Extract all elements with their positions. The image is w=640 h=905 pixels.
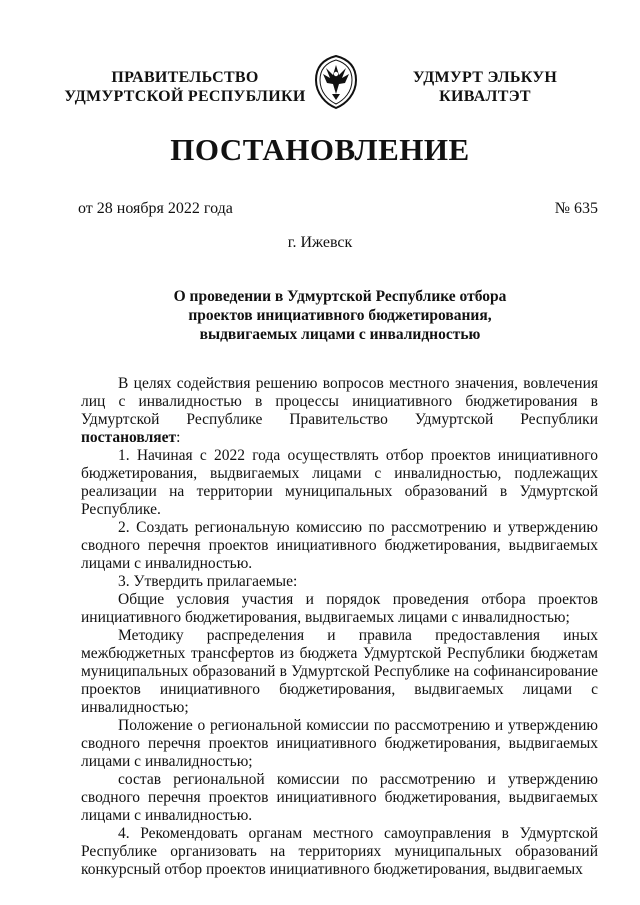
document-number: № 635 <box>554 200 598 217</box>
body-paragraph-intro <box>81 375 598 447</box>
document-body <box>81 375 598 879</box>
body-paragraph-1: 1. Начиная с 2022 года осуществлять отбор проектов инициативного бюджетирования, выдвигаемых лицами с инвалидностью, подлежащих реализации на территории муниципальных образований в Удмуртской Республике. <box>81 447 598 518</box>
org-name-russian <box>60 68 310 106</box>
title-line: О проведении в Удмуртской Республике отбора <box>173 288 507 305</box>
body-paragraph-3: 3. Утвердить прилагаемые: <box>118 573 298 590</box>
document-type-heading: ПОСТАНОВЛЕНИЕ <box>170 132 470 167</box>
org-name-line: УДМУРТ ЭЛЬКУН <box>412 69 558 86</box>
org-name-line: УДМУРТСКОЙ РЕСПУБЛИКИ <box>64 88 306 105</box>
body-paragraph-3c: Положение о региональной комиссии по рассмотрению и утверждению сводного перечня проектов инициативного бюджетирования, выдвигаемых лицами с инвалидностью; <box>81 717 598 770</box>
intro-colon: : <box>176 429 181 446</box>
org-name-line: ПРАВИТЕЛЬСТВО <box>111 69 259 86</box>
document-title <box>150 287 530 344</box>
body-paragraph-4: 4. Рекомендовать органам местного самоуправления в Удмуртской Республике организовать на территориях муниципальных образований конкурсный отбор проектов инициативного бюджетирования, выдвигаемых <box>81 825 598 878</box>
org-name-line: КИВАЛТЭТ <box>439 88 531 105</box>
body-paragraph-3a: Общие условия участия и порядок проведения отбора проектов инициативного бюджетирования, выдвигаемых лицами с инвалидностью; <box>81 591 598 626</box>
decree-verb: постановляет <box>81 429 177 446</box>
org-name-udmurt <box>390 68 580 106</box>
intro-text: В целях содействия решению вопросов местного значения, вовлечения лиц с инвалидностью в процессы инициативного бюджетирования в Удмуртской Республике Правительство Удмуртской Республики <box>81 375 598 428</box>
document-date: от 28 ноября 2022 года <box>78 200 233 217</box>
body-paragraph-3d: состав региональной комиссии по рассмотрению и утверждению сводного перечня проектов инициативного бюджетирования, выдвигаемых лицами с инвалидностью. <box>81 771 598 824</box>
body-paragraph-2: 2. Создать региональную комиссию по рассмотрению и утверждению сводного перечня проектов инициативного бюджетирования, выдвигаемых лицами с инвалидностью. <box>81 519 598 572</box>
coat-of-arms-icon <box>312 54 360 110</box>
title-line: выдвигаемых лицами с инвалидностью <box>199 326 481 343</box>
title-line: проектов инициативного бюджетирования, <box>188 307 492 324</box>
body-paragraph-3b: Методику распределения и правила предоставления иных межбюджетных трансфертов из бюджета Удмуртской Республики бюджетам муниципальных образований в Удмуртской Республике на софинансирование проектов инициативного бюджетирования, выдвигаемых лицами с инвалидностью; <box>81 627 598 716</box>
document-city: г. Ижевск <box>287 234 353 251</box>
